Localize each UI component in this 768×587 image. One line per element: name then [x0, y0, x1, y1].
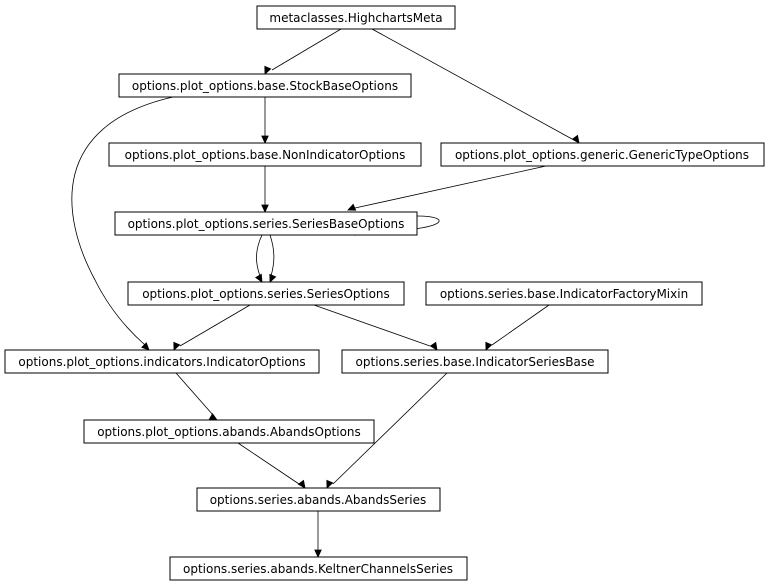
edge-stockbase-to-nonindicator [262, 97, 268, 143]
node-stock-base-options[interactable] [119, 74, 411, 97]
arrowhead-icon [572, 135, 579, 143]
node-label: options.plot_options.generic.GenericTypeOptions [454, 148, 750, 162]
node-generic-type-options[interactable] [441, 143, 764, 166]
arrowhead-icon [174, 342, 180, 350]
edge-abandsseries-to-keltner [315, 511, 321, 557]
arrowhead-icon [430, 342, 437, 350]
arrowhead-icon [262, 205, 268, 212]
edge-line [270, 235, 274, 276]
node-indicator-options[interactable] [5, 350, 319, 373]
edge-line [238, 443, 299, 484]
node-series-base-options[interactable] [115, 212, 417, 235]
edge-seriesbase-to-seriesoptions [270, 235, 276, 282]
node-abands-options[interactable] [84, 420, 374, 443]
node-label: options.series.base.IndicatorFactoryMixin [439, 287, 689, 301]
node-label: metaclasses.HighchartsMeta [269, 11, 443, 25]
arrowhead-icon [348, 204, 356, 210]
edge-line [314, 305, 430, 346]
edge-abandsoptions-to-abandsseries [238, 443, 305, 488]
edge-indicatoroptions-to-abandsoptions [176, 373, 217, 420]
node-keltner-channels-series[interactable] [170, 557, 467, 580]
edge-seriesbase-to-seriesoptions [256, 235, 262, 282]
node-highcharts-meta[interactable] [257, 6, 455, 29]
edge-line [492, 305, 549, 345]
edge-line [180, 305, 250, 346]
edge-meta-to-stockbase [265, 29, 341, 74]
node-label: options.plot_options.base.NonIndicatorOptions [124, 148, 406, 162]
edge-line [272, 29, 341, 70]
edge-line [256, 235, 262, 276]
node-label: options.plot_options.series.SeriesOptions [142, 287, 390, 301]
arrowhead-icon [270, 274, 276, 282]
edge-line [176, 373, 213, 415]
arrowhead-icon [265, 66, 271, 74]
node-label: options.series.base.IndicatorSeriesBase [355, 355, 595, 369]
node-label: options.plot_options.abands.AbandsOptions [97, 425, 361, 439]
arrowhead-icon [209, 414, 217, 420]
diagram-nodes [5, 6, 764, 580]
node-label: options.series.abands.KeltnerChannelsSeries [182, 562, 454, 576]
edge-seriesoptions-to-indicatorseriesbase [314, 305, 437, 350]
arrowhead-icon [256, 274, 262, 282]
node-label: options.plot_options.series.SeriesBaseOptions [127, 217, 405, 231]
node-abands-series[interactable] [197, 488, 440, 511]
node-label: options.plot_options.base.StockBaseOptions [131, 79, 399, 93]
edge-generictype-to-seriesbase [348, 166, 546, 210]
arrowhead-icon [298, 480, 305, 488]
node-label: options.plot_options.indicators.IndicatorOptions [18, 355, 306, 369]
edge-indicatorfactory-to-indicatorseriesbase [486, 305, 549, 350]
edge-nonindicator-to-seriesbase [262, 166, 268, 212]
node-label: options.series.abands.AbandsSeries [209, 493, 427, 507]
arrowhead-icon [262, 136, 268, 143]
node-non-indicator-options[interactable] [109, 143, 421, 166]
arrowhead-icon [315, 550, 321, 557]
edge-seriesoptions-to-indicatoroptions [174, 305, 250, 350]
node-series-options[interactable] [128, 282, 404, 305]
arrowhead-icon [142, 343, 149, 350]
node-indicator-series-base[interactable] [342, 350, 608, 373]
node-indicator-factory-mixin[interactable] [426, 282, 702, 305]
arrowhead-icon [327, 480, 333, 488]
arrowhead-icon [486, 342, 492, 350]
edge-line [355, 166, 546, 208]
